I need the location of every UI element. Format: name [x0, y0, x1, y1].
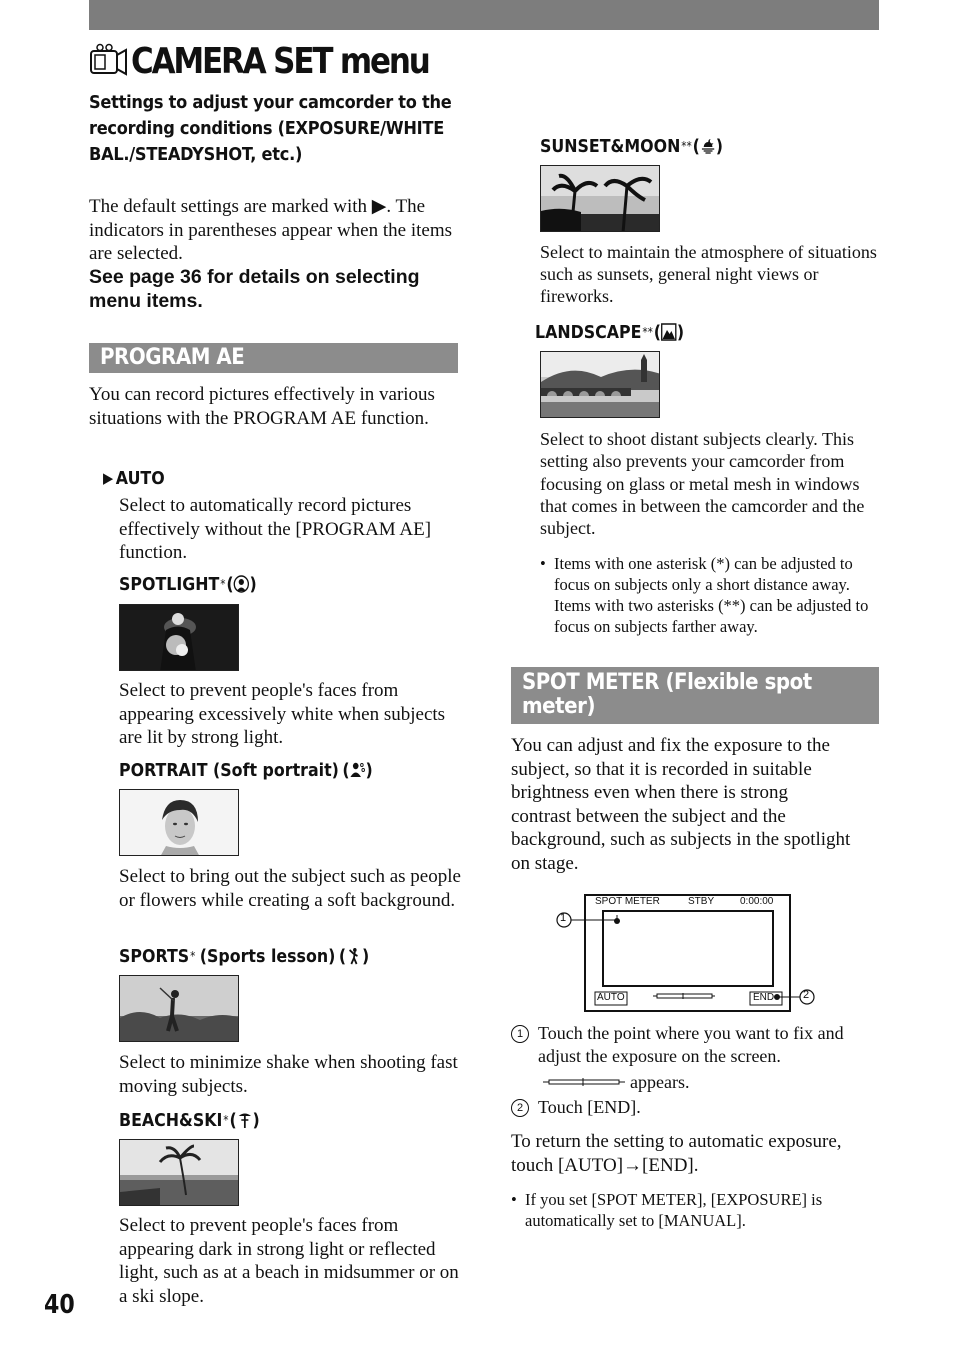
sports-example-image: [119, 975, 239, 1042]
appears-text: appears.: [630, 1071, 690, 1092]
step-1-number: 1: [511, 1025, 529, 1043]
portrait-icon: [350, 761, 366, 779]
spot-meter-title: SPOT METER (Flexible spot meter): [522, 670, 812, 719]
auto-label: AUTO: [115, 467, 165, 489]
portrait-heading: PORTRAIT (Soft portrait) ( ): [119, 759, 373, 781]
landscape-example-image: [540, 351, 660, 418]
step-2: [511, 1096, 881, 1119]
sports-asterisk: *: [190, 949, 196, 963]
beach-ski-heading: BEACH&SKI * ( ): [119, 1109, 260, 1131]
header-bar: [89, 0, 879, 30]
program-ae-description: You can record pictures effectively in various situations with the PROGRAM AE function.: [89, 384, 435, 429]
sports-description: Select to minimize shake when shooting fast moving subjects.: [119, 1052, 458, 1097]
program-ae-title: PROGRAM AE: [100, 345, 245, 370]
bullet-icon: •: [511, 1190, 517, 1209]
default-settings-text: The default settings are marked with ▶. The indicators in parentheses appear when the items are selected.: [89, 196, 452, 264]
beach-ski-asterisk: *: [223, 1113, 229, 1127]
spotlight-example-image: [119, 604, 239, 671]
beach-ski-icon: [237, 1111, 253, 1129]
bullet-icon: •: [540, 554, 546, 573]
beach-ski-description: Select to prevent people's faces from appearing dark in strong light or reflected light, such as at a beach in midsummer or on a ski slope.: [119, 1215, 459, 1307]
spotlight-description: Select to prevent people's faces from appearing excessively white when subjects are lit by strong light.: [119, 680, 446, 748]
spot-meter-description: You can adjust and fix the exposure to the subject, so that it is recorded in suitable brightness even when there is strong contrast between the subject and the background, such as subjects in the spotlight on stage.: [511, 735, 851, 874]
portrait-label: PORTRAIT (Soft portrait): [119, 759, 339, 781]
sunset-moon-example-image: [540, 165, 660, 232]
spotlight-heading: SPOTLIGHT * ( ): [119, 573, 257, 595]
sunset-moon-label: SUNSET&MOON: [540, 135, 681, 157]
step-1: [511, 1022, 881, 1067]
default-marker-icon: ▶: [103, 469, 114, 487]
camcorder-icon: [89, 43, 129, 79]
beach-ski-label: BEACH&SKI: [119, 1109, 223, 1131]
return-text: To return the setting to automatic exposure, touch [AUTO]→[END].: [511, 1131, 842, 1176]
exposure-slider-icon: [543, 1077, 625, 1087]
sunset-moon-description: Select to maintain the atmosphere of situations such as sunsets, general night views or fireworks.: [540, 242, 877, 306]
sports-heading: SPORTS * (Sports lesson) ( ): [119, 945, 370, 967]
auto-heading: [103, 466, 165, 490]
callout-1-label: 1: [560, 912, 567, 924]
sports-label: SPORTS: [119, 945, 190, 967]
see-page-note: See page 36 for details on selecting menu items.: [89, 266, 420, 312]
asterisk-note: [540, 553, 880, 637]
spotlight-label: SPOTLIGHT: [119, 573, 220, 595]
end-button[interactable]: END: [753, 992, 775, 1003]
landscape-asterisk: **: [642, 325, 653, 339]
step-2-text: Touch [END].: [538, 1097, 641, 1117]
landscape-heading: LANDSCAPE ** ( ): [535, 321, 685, 343]
spot-meter-section-bar: [511, 667, 879, 724]
auto-button[interactable]: AUTO: [597, 992, 625, 1003]
beach-ski-example-image: [119, 1139, 239, 1206]
landscape-icon: [661, 323, 677, 341]
spotlight-asterisk: *: [220, 577, 226, 591]
sunset-moon-icon: [700, 137, 716, 155]
callout-2-label: 2: [803, 989, 810, 1001]
spotlight-icon: [234, 575, 250, 593]
spot-meter-screen-diagram: [555, 893, 825, 1013]
program-ae-section-bar: [89, 343, 458, 373]
landscape-description: Select to shoot distant subjects clearly. This setting also prevents your camcorder from focusing on glass or metal mesh in windows that comes in between the camcorder and the subject.: [540, 429, 865, 539]
asterisk-note-text: Items with one asterisk (*) can be adjusted to focus on subjects only a short distance away. Items with two asterisks (**) can be adjusted to focus on subjects farther away.: [554, 554, 869, 636]
sports-icon: [346, 947, 362, 965]
spot-meter-note-text: If you set [SPOT METER], [EXPOSURE] is automatically set to [MANUAL].: [525, 1190, 823, 1230]
spot-meter-note: [511, 1189, 871, 1231]
screen-mode-label: SPOT METER: [595, 896, 660, 907]
landscape-label: LANDSCAPE: [535, 321, 642, 343]
sports-label-suffix: (Sports lesson): [199, 945, 336, 967]
intro-heading: Settings to adjust your camcorder to the recording conditions (EXPOSURE/WHITE BAL./STEADYSHOT, etc.): [89, 92, 452, 165]
screen-status-label: STBY: [688, 896, 715, 907]
sunset-moon-heading: SUNSET&MOON ** ( ): [540, 135, 723, 157]
page-number: 40: [44, 1290, 75, 1320]
portrait-example-image: [119, 789, 239, 856]
page-title-row: [89, 36, 477, 86]
portrait-description: Select to bring out the subject such as people or flowers while creating a soft background.: [119, 866, 461, 911]
auto-description: Select to automatically record pictures effectively without the [PROGRAM AE] function.: [119, 495, 432, 563]
page-title: CAMERA SET menu: [131, 40, 429, 82]
screen-time-label: 0:00:00: [740, 896, 774, 907]
sunset-moon-asterisk: **: [681, 139, 692, 153]
step-2-number: 2: [511, 1099, 529, 1117]
step-1-text: Touch the point where you want to fix and adjust the exposure on the screen.: [538, 1023, 844, 1066]
appears-line: [543, 1072, 689, 1092]
